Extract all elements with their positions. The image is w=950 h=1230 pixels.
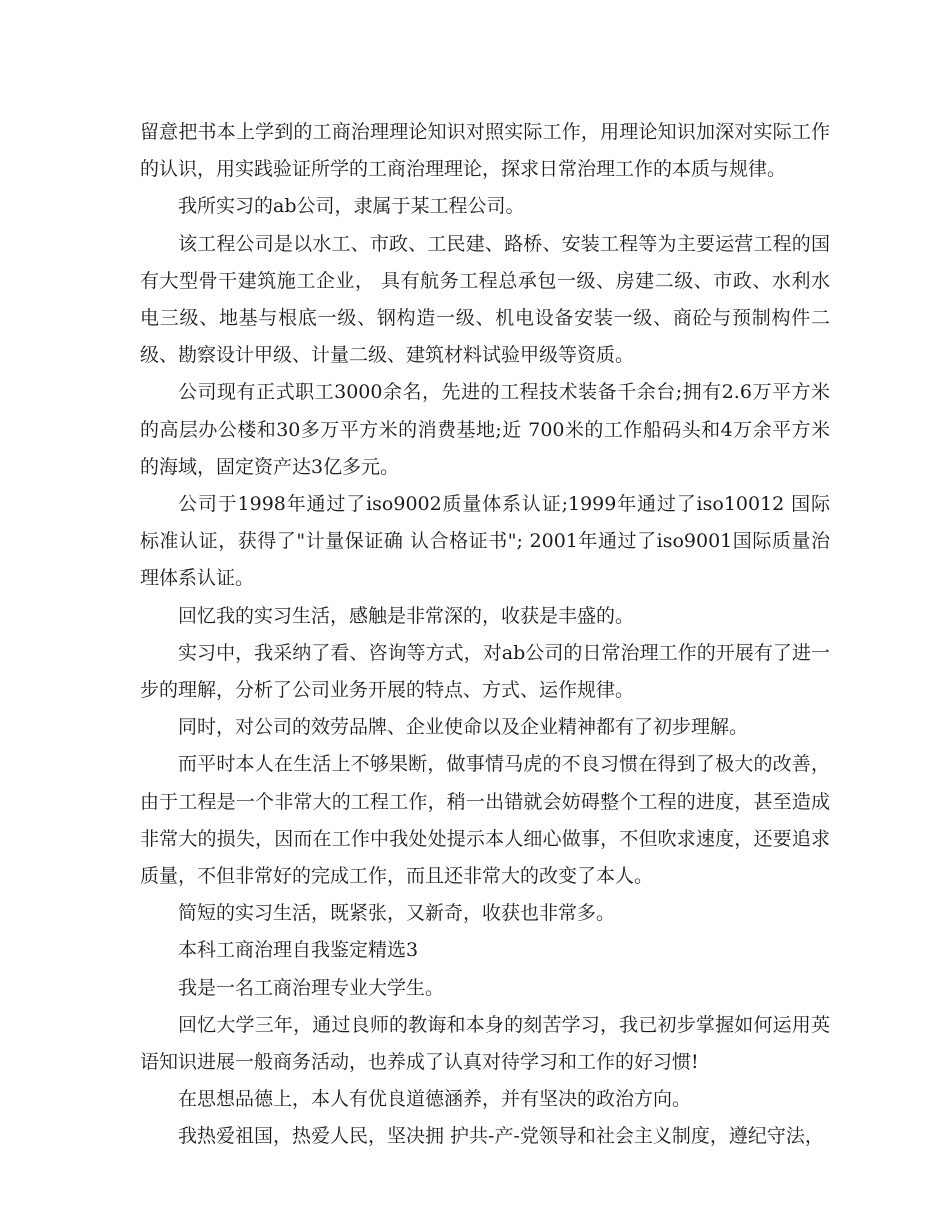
paragraph-13: 回忆大学三年，通过良师的教诲和本身的刻苦学习，我已初步掌握如何运用英语知识进展一般商务活动，也养成了认真对待学习和工作的好习惯! — [140, 1013, 830, 1074]
paragraph-8: 同时，对公司的效劳品牌、企业使命以及企业精神都有了初步理解。 — [178, 716, 749, 739]
document-body — [140, 114, 830, 1156]
paragraph-5: 公司于1998年通过了iso9002质量体系认证;1999年通过了iso10012 国际标准认证，获得了"计量保证确 认合格证书"; 2001年通过了iso9001国际质量治理体系认证。 — [140, 493, 830, 590]
paragraph-6: 回忆我的实习生活，感触是非常深的，收获是丰盛的。 — [178, 604, 635, 627]
paragraph-2: 我所实习的ab公司，隶属于某工程公司。 — [178, 195, 525, 218]
section-heading: 本科工商治理自我鉴定精选3 — [178, 939, 419, 962]
paragraph-3: 该工程公司是以水工、市政、工民建、路桥、安装工程等为主要运营工程的国有大型骨干建筑施工企业， 具有航务工程总承包一级、房建二级、市政、水利水电三级、地基与根底一级、钢构造一级、机电设备安装一级、商砼与预制构件二级、勘察设计甲级、计量二级、建筑材料试验甲级等资质。 — [140, 232, 830, 367]
paragraph-9: 而平时本人在生活上不够果断，做事情马虎的不良习惯在得到了极大的改善，由于工程是一个非常大的工程工作，稍一出错就会妨碍整个工程的进度，甚至造成非常大的损失，因而在工作中我处处提示本人细心做事，不但吹求速度，还要追求质量，不但非常好的完成工作，而且还非常大的改变了本人。 — [140, 753, 830, 888]
paragraph-7: 实习中，我采纳了看、咨询等方式，对ab公司的日常治理工作的开展有了进一步的理解，分析了公司业务开展的特点、方式、运作规律。 — [140, 641, 830, 702]
paragraph-14: 在思想品德上，本人有优良道德涵养，并有坚决的政治方向。 — [178, 1088, 692, 1111]
paragraph-10: 简短的实习生活，既紧张，又新奇，收获也非常多。 — [178, 902, 616, 925]
paragraph-12: 我是一名工商治理专业大学生。 — [178, 976, 445, 999]
paragraph-15: 我热爱祖国，热爱人民，坚决拥 护共-产-党领导和社会主义制度，遵纪守法， — [178, 1125, 824, 1148]
paragraph-4: 公司现有正式职工3000余名，先进的工程技术装备千余台;拥有2.6万平方米的高层办公楼和30多万平方米的消费基地;近 700米的工作船码头和4万余平方米的海域，固定资产达3亿多元。 — [140, 381, 830, 478]
paragraph-1: 留意把书本上学到的工商治理理论知识对照实际工作，用理论知识加深对实际工作的认识，用实践验证所学的工商治理理论，探求日常治理工作的本质与规律。 — [140, 121, 830, 181]
